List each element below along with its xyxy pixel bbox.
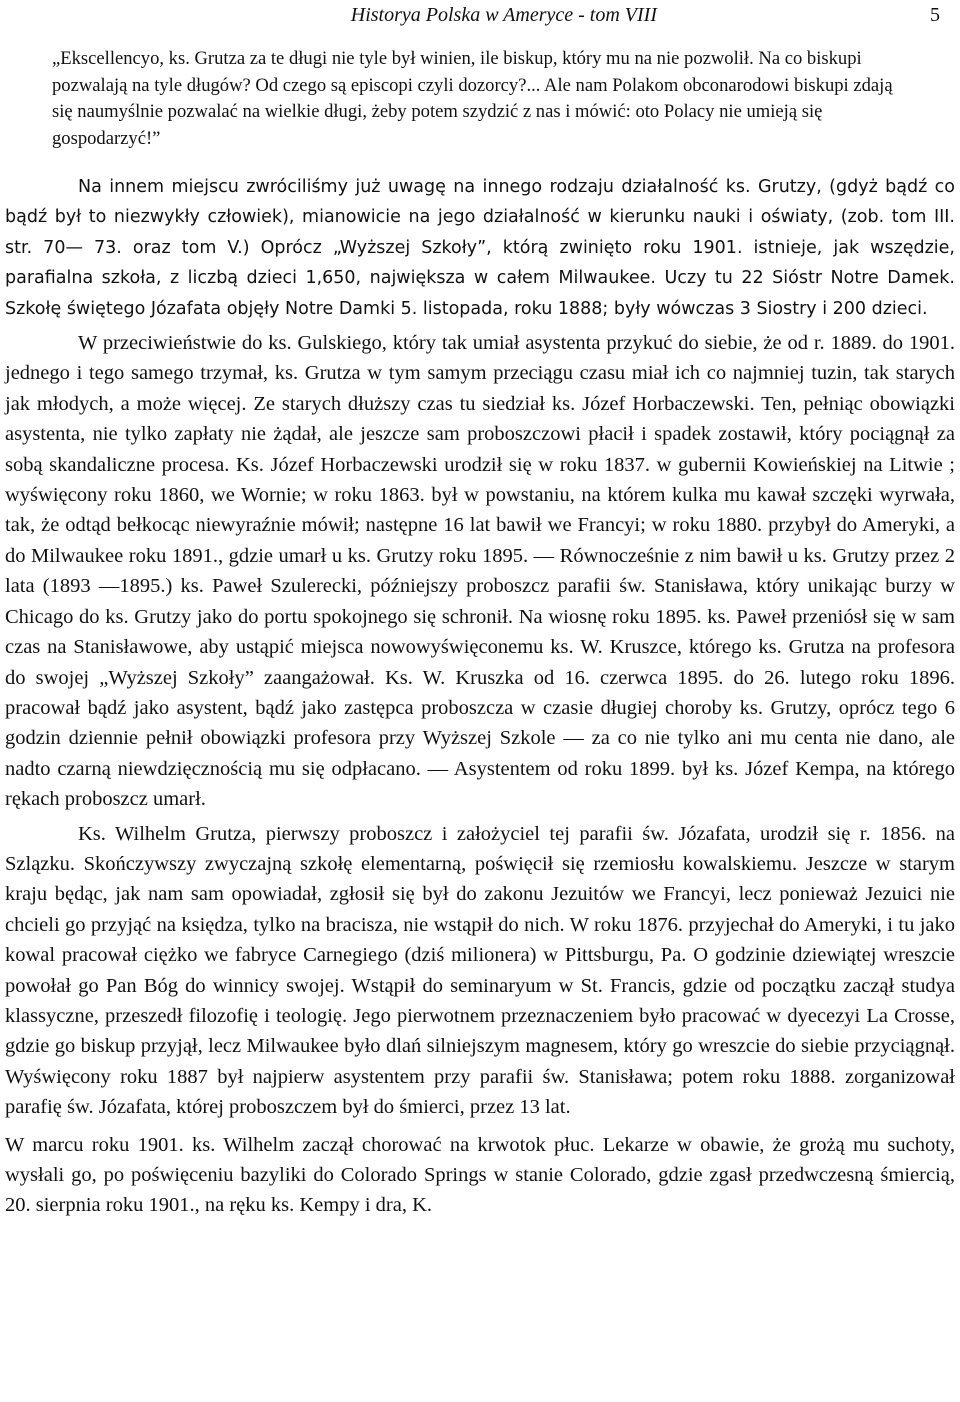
paragraph-1: Na innem miejscu zwróciliśmy już uwagę na innego rodzaju działalność ks. Grutzy, (gdyż bądź co bądź był to niezwykły człowiek), mianowicie na jego działalność w kierunku nauki i oświaty, (zob. tom III. str. 70— 73. oraz tom V.) Oprócz „Wyższej Szkoły”, którą zwinięto roku 1901. istnieje, jak wszędzie, parafialna szkoła, z liczbą dzieci 1,650, największa w całem Milwaukee. Uczy tu 22 Sióstr Notre Damek. Szkołę świętego Józafata objęły Notre Damki 5. listopada, roku 1888; były wówczas 3 Siostry i 200 dzieci. <box>5 177 955 319</box>
book-title: Historya Polska w Ameryce - tom VIII <box>350 4 657 26</box>
running-header <box>0 4 960 30</box>
page-number: 5 <box>930 4 940 26</box>
paragraph-2: W przeciwieństwie do ks. Gulskiego, który tak umiał asystenta przykuć do siebie, że od r. 1889. do 1901. jednego i tego samego trzymał, ks. Grutza w tym samym przeciągu czasu miał ich co najmniej tuzin, tak starych jak młodych, a może więcej. Ze starych dłuższy czas tu siedział ks. Józef Horbaczewski. Ten, pełniąc obowiązki asystenta, nie tylko zapłaty nie żądał, ale jeszcze sam proboszczowi płacił i spadek zostawił, który pociągnął za sobą skandaliczne procesa. Ks. Józef Horbaczewski urodził się w roku 1837. w gubernii Kowieńskiej na Litwie ; wyświęcony roku 1860, we Wornie; w roku 1863. był w powstaniu, na którem kulka mu kawał szczęki wyrwała, tak, że odtąd bełkocąc niewyraźnie mówił; następne 16 lat bawił we Francyi; w roku 1880. przybył do Ameryki, a do Milwaukee roku 1891., gdzie umarł u ks. Grutzy roku 1895. — Równocześnie z nim bawił u ks. Grutzy przez 2 lata (1893 —1895.) ks. Paweł Szulerecki, późniejszy proboszcz parafii św. Stanisława, który unikając burzy w Chicago do ks. Grutzy jako do portu spokojnego się schronił. Na wiosnę roku 1895. ks. Paweł przeniósł się w sam czas na Stanisławowe, aby ustąpić miejsca nowowyświęconemu ks. W. Kruszce, którego ks. Grutza na profesora do swojej „Wyższej Szkoły” zaangażował. Ks. W. Kruszka od 16. czerwca 1895. do 26. lutego roku 1896. pracował bądź jako asystent, bądź jako zastępca proboszcza w czasie długiej choroby ks. Grutzy, oprócz tego 6 godzin dziennie pełnił obowiązki profesora przy Wyższej Szkole — za co nie tylko ani mu centa nie dano, ale nadto czarną niewdzięcznością mu się odpłacano. — Asystentem od roku 1899. był ks. Józef Kempa, na którego rękach proboszcz umarł. <box>5 332 955 811</box>
paragraph-3: Ks. Wilhelm Grutza, pierwszy proboszcz i założyciel tej parafii św. Józafata, urodził się r. 1856. na Szlązku. Skończywszy zwyczajną szkołę elementarną, poświęcił się rzemiosłu kowalskiemu. Jeszcze w starym kraju będąc, jak nam sam opowiadał, zgłosił się był do zakonu Jezuitów we Francyi, lecz ponieważ Jezuici nie chcieli go przyjąć na księdza, tylko na bracisza, nie wstąpił do nich. W roku 1876. przyjechał do Ameryki, i tu jako kowal pracował ciężko we fabryce Carnegiego (dziś milionera) w Pittsburgu, Pa. O godzinie dziewiątej wreszcie powołał go Pan Bóg do winnicy swojej. Wstąpił do seminaryum w St. Francis, gdzie od początku zaczął studya klassyczne, przeszedł filozofię i teologię. Jego pierwotnem przeznaczeniem było pracować w dyecezyi La Crosse, gdzie go biskup przyjął, lecz Milwaukee było dlań silniejszym magnesem, który go wreszcie do siebie przyciągnął. Wyświęcony roku 1887 był najpierw asystentem przy parafii św. Stanisława; potem roku 1888. zorganizował parafię św. Józafata, której proboszczem był do śmierci, przez 13 lat. <box>5 822 955 1119</box>
body-text <box>5 172 955 1221</box>
paragraph-4: W marcu roku 1901. ks. Wilhelm zaczął chorować na krwotok płuc. Lekarze w obawie, że grożą mu suchoty, wysłali go, po poświęceniu bazyliki do Colorado Springs w stanie Colorado, gdzie zgasł przedwczesną śmiercią, 20. sierpnia roku 1901., na ręku ks. Kempy i dra, K. <box>5 1133 955 1217</box>
quoted-passage: „Ekscellencyo, ks. Grutza za te długi nie tyle był winien, ile biskup, który mu na nie pozwolił. Na co biskupi pozwalają na tyle długów? Od czego są episcopi czyli dozorcy?... Ale nam Polakom obconarodowi biskupi zdają się naumyślnie pozwalać na wielkie długi, żeby potem szydzić z nas i mówić: oto Polacy nie umieją się gospodarzyć!” <box>52 48 893 149</box>
